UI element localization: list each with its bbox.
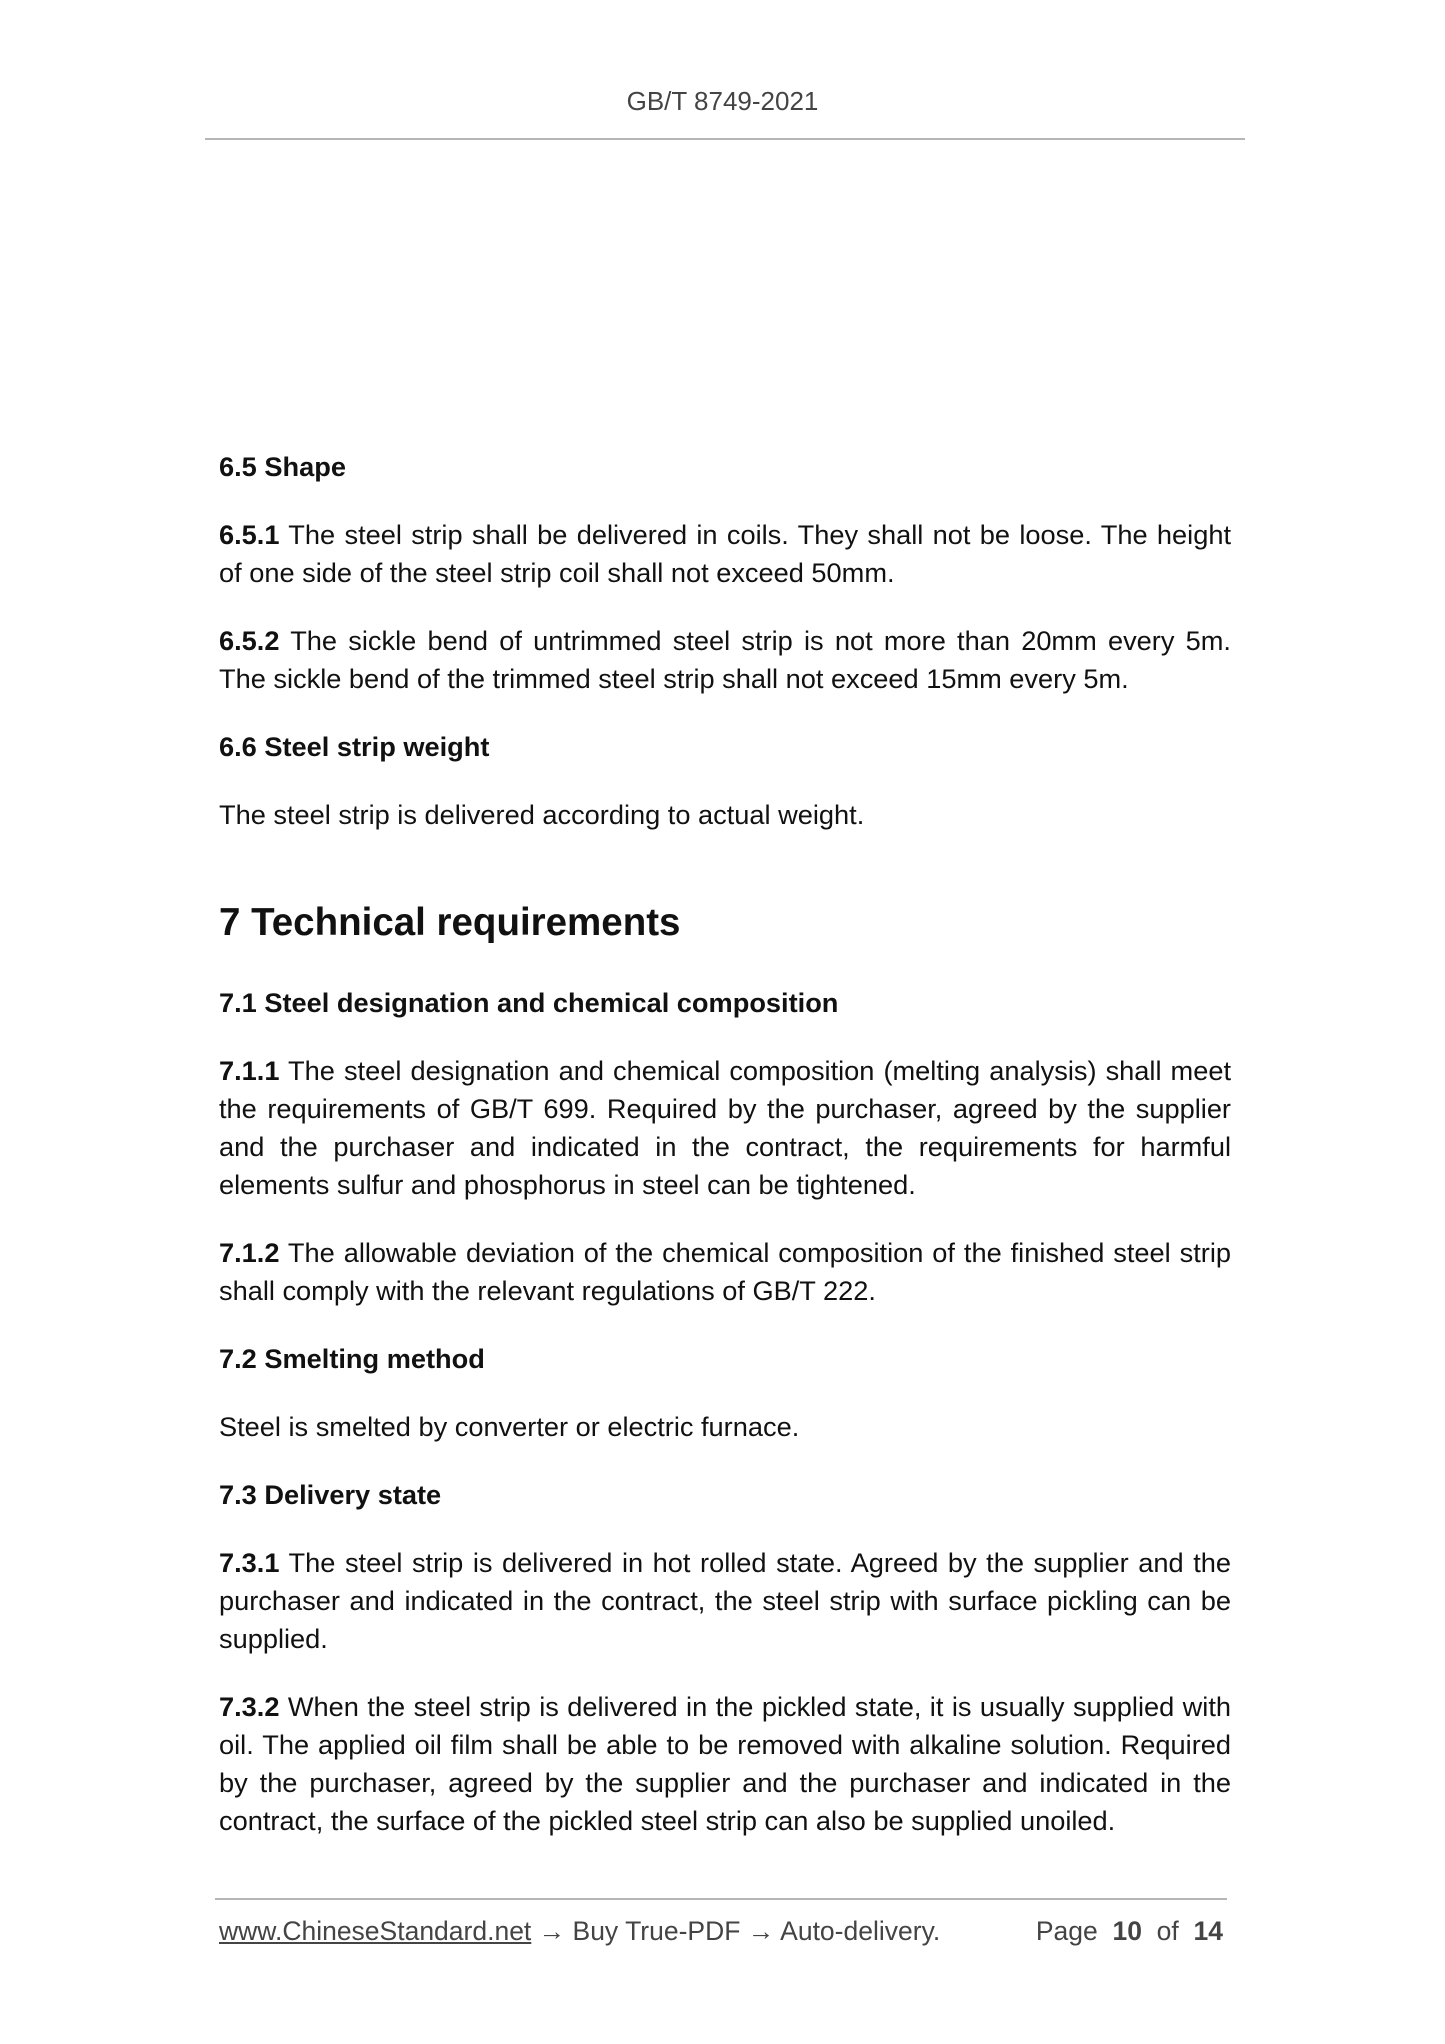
paragraph-7-3-2 <box>219 1688 1231 1840</box>
page-label: Page <box>1035 1916 1098 1946</box>
current-page-number: 10 <box>1112 1916 1142 1946</box>
document-body <box>219 448 1231 1870</box>
total-page-number: 14 <box>1193 1916 1223 1946</box>
clause-text: When the steel strip is delivered in the pickled state, it is usually supplied with oil. The applied oil film shall be able to be removed with alkaline solution. Required by the purchaser, agreed by the supplier and the purchaser and indicated in the contract, the surface of the pickled steel strip can also be supplied unoiled. <box>219 1691 1231 1836</box>
clause-number: 7.3.2 <box>219 1691 280 1722</box>
section-heading-6-5: 6.5 Shape <box>219 451 346 482</box>
clause-text: The allowable deviation of the chemical composition of the finished steel strip shall comply with the relevant regulations of GB/T 222. <box>219 1237 1231 1306</box>
page-of-label: of <box>1156 1916 1179 1946</box>
paragraph-6-6: The steel strip is delivered according to actual weight. <box>219 799 865 830</box>
clause-text: The sickle bend of untrimmed steel strip is not more than 20mm every 5m. The sickle bend of the trimmed steel strip shall not exceed 15mm every 5m. <box>219 625 1231 694</box>
clause-text: The steel strip shall be delivered in coils. They shall not be loose. The height of one side of the steel strip coil shall not exceed 50mm. <box>219 519 1231 588</box>
paragraph-7-2: Steel is smelted by converter or electric furnace. <box>219 1411 800 1442</box>
footer-tagline: → Buy True-PDF → Auto-delivery. <box>531 1916 941 1946</box>
clause-number: 7.1.2 <box>219 1237 280 1268</box>
header-divider <box>205 138 1245 140</box>
footer-divider <box>215 1898 1227 1900</box>
paragraph-6-5-1 <box>219 516 1231 592</box>
paragraph-6-5-2 <box>219 622 1231 698</box>
clause-text: The steel strip is delivered in hot rolled state. Agreed by the supplier and the purchaser and indicated in the contract, the steel strip with surface pickling can be supplied. <box>219 1547 1231 1654</box>
clause-number: 6.5.2 <box>219 625 280 656</box>
website-link[interactable]: www.ChineseStandard.net <box>219 1916 532 1946</box>
paragraph-7-1-2 <box>219 1234 1231 1310</box>
paragraph-7-3-1 <box>219 1544 1231 1658</box>
paragraph-7-1-1 <box>219 1052 1231 1204</box>
section-heading-7-2: 7.2 Smelting method <box>219 1343 485 1374</box>
section-heading-6-6: 6.6 Steel strip weight <box>219 731 490 762</box>
document-header-title: GB/T 8749-2021 <box>626 86 819 116</box>
clause-number: 6.5.1 <box>219 519 280 550</box>
chapter-heading-7: 7 Technical requirements <box>219 901 681 944</box>
section-heading-7-3: 7.3 Delivery state <box>219 1479 442 1510</box>
clause-number: 7.1.1 <box>219 1055 280 1086</box>
footer-promo <box>219 1916 940 1947</box>
section-heading-7-1: 7.1 Steel designation and chemical composition <box>219 987 839 1018</box>
page-number <box>1036 1916 1223 1947</box>
clause-text: The steel designation and chemical composition (melting analysis) shall meet the requirements of GB/T 699. Required by the purchaser, agreed by the supplier and the purchaser and indicated in the contract, the requirements for harmful elements sulfur and phosphorus in steel can be tightened. <box>219 1055 1231 1200</box>
clause-number: 7.3.1 <box>219 1547 280 1578</box>
